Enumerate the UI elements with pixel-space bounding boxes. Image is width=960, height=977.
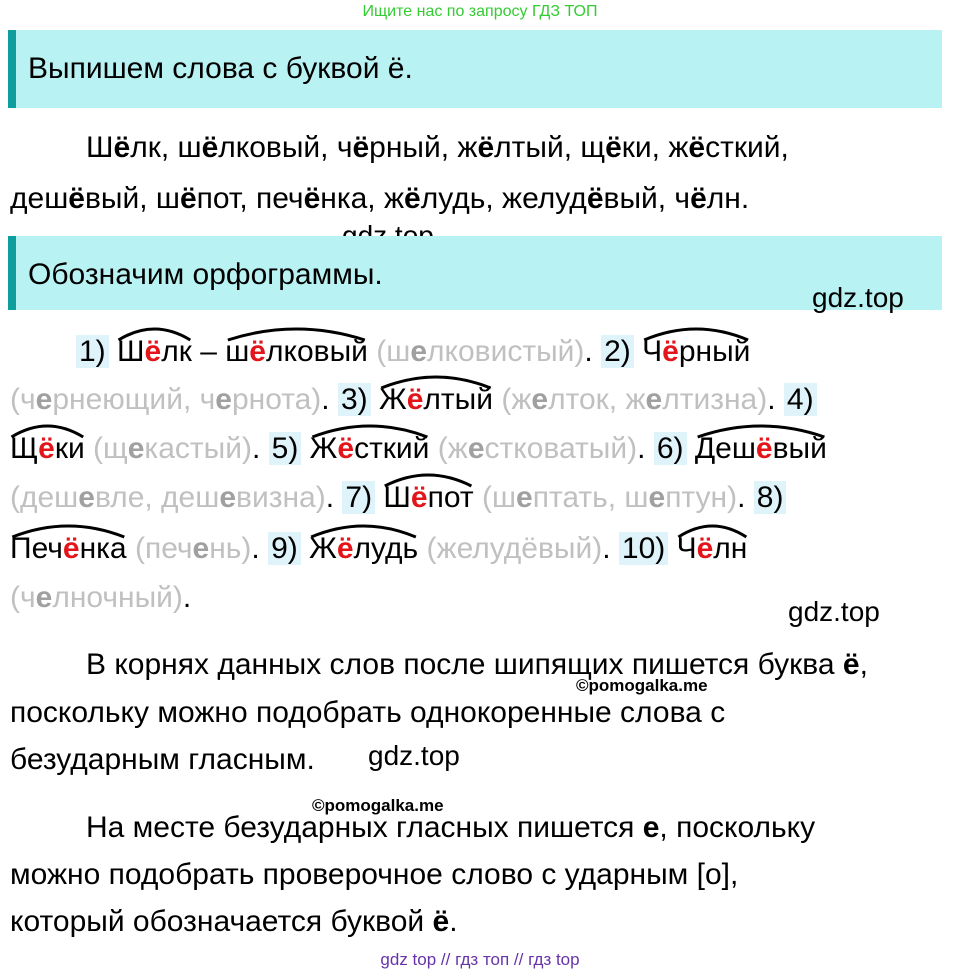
text: рнеющий, ч — [52, 383, 216, 416]
text: который обозначается буквой — [10, 905, 433, 938]
dot: . — [321, 383, 330, 416]
text: лк — [161, 335, 192, 368]
root-arc-word — [10, 429, 85, 469]
yo-letter: ё — [113, 131, 131, 164]
dot: . — [325, 481, 335, 514]
check-word — [93, 432, 252, 465]
root-arc-word — [117, 332, 192, 372]
stressed-yo: ё — [755, 432, 773, 465]
text: ки — [54, 432, 85, 465]
root-arc-word — [642, 332, 750, 372]
watermark-pomogalka: ©pomogalka.me — [576, 676, 708, 695]
yo-letter: ё — [605, 131, 622, 164]
dot: . — [251, 432, 261, 465]
text: лтый — [423, 383, 493, 416]
unstressed-e: е — [648, 481, 666, 514]
text: вле, деш — [94, 481, 220, 514]
item-number: 6) — [654, 432, 687, 465]
text: пот — [427, 481, 474, 514]
check-word — [376, 335, 584, 368]
yo-letter: ё — [404, 182, 421, 215]
yo-letter: ё — [179, 182, 197, 215]
text: (ш — [481, 481, 517, 514]
text: пот, печ — [196, 182, 304, 215]
text: (щ — [93, 432, 128, 465]
check-word: (желудёвый) — [426, 532, 603, 565]
stressed-yo: ё — [410, 481, 428, 514]
stressed-yo: ё — [336, 532, 354, 565]
word-list-line-1 — [86, 128, 789, 168]
text: кастый) — [144, 432, 252, 465]
stressed-yo: ё — [38, 432, 55, 465]
root-arc-word — [695, 429, 827, 469]
para2-line-3 — [10, 902, 458, 942]
text: нка — [79, 532, 127, 565]
text: , поскольку — [659, 811, 816, 844]
watermark-pomogalka: ©pomogalka.me — [312, 796, 444, 815]
unstressed-e: е — [410, 335, 427, 368]
text: сткий — [354, 432, 430, 465]
text: (деш — [10, 481, 79, 514]
text: сткий, — [705, 131, 789, 164]
item-number: 10) — [619, 532, 668, 565]
section-title-1: Выпишем слова с буквой ё. — [28, 52, 413, 85]
unstressed-e: е — [645, 383, 663, 416]
text: нка, ж — [320, 182, 405, 215]
unstressed-e: е — [531, 383, 549, 416]
para2-line-1 — [86, 808, 815, 848]
yo-letter: ё — [477, 131, 495, 164]
text: лночный) — [52, 581, 183, 614]
root-arc-word — [677, 529, 748, 569]
para1-line-2: поскольку можно подобрать однокоренные слова с — [10, 696, 726, 729]
unstressed-e: е — [35, 581, 53, 614]
check-word — [10, 383, 321, 416]
yo-letter: ё — [201, 131, 219, 164]
text: рный — [678, 335, 751, 368]
text: Печ — [10, 532, 63, 565]
root-arc-word — [309, 529, 418, 569]
text: лковый — [265, 335, 368, 368]
text: На месте безударных гласных пишется — [86, 811, 643, 844]
text: птать, ш — [532, 481, 649, 514]
dot: . — [637, 432, 646, 465]
text: вый — [772, 432, 827, 465]
unstressed-e: е — [467, 432, 485, 465]
item-number: 1) — [76, 335, 109, 368]
unstressed-e: е — [127, 432, 145, 465]
text: Ж — [379, 383, 407, 416]
dot: . — [182, 581, 192, 614]
text: (ж — [501, 383, 532, 416]
orph-line-2 — [10, 380, 817, 420]
text: вый, ш — [84, 182, 180, 215]
para1-line-1 — [86, 645, 868, 685]
unstressed-e: е — [192, 532, 210, 565]
root-arc-word — [10, 529, 127, 569]
item-number: 8) — [754, 481, 787, 514]
text: . — [449, 905, 458, 938]
text: (ч — [10, 383, 36, 416]
text: ш — [225, 335, 250, 368]
section-header-2 — [8, 236, 942, 310]
orph-line-5 — [10, 529, 747, 569]
text: Деш — [694, 432, 756, 465]
section-title-2: Обозначим орфограммы. — [28, 258, 383, 291]
yo-letter: ё — [352, 131, 370, 164]
text: лк, ш — [130, 131, 202, 164]
orph-line-4 — [10, 478, 786, 518]
text: лн. — [706, 182, 750, 215]
yo-letter: ё — [690, 182, 707, 215]
text: Щ — [10, 432, 39, 465]
check-word — [135, 532, 251, 565]
text: лудь, желуд — [420, 182, 587, 215]
text: (ч — [10, 581, 36, 614]
check-word — [10, 481, 326, 514]
item-number: 3) — [338, 383, 371, 416]
stressed-yo: ё — [662, 335, 679, 368]
text: визна) — [236, 481, 326, 514]
yo-letter: ё — [303, 182, 321, 215]
text: Ж — [309, 432, 338, 465]
text: вый, ч — [603, 182, 691, 215]
check-word — [438, 432, 637, 465]
text: лудь — [353, 532, 419, 565]
root-arc-word — [379, 380, 493, 420]
text: (ж — [437, 432, 468, 465]
unstressed-e: е — [78, 481, 95, 514]
text: рнота) — [231, 383, 322, 416]
dot: . — [584, 335, 593, 368]
unstressed-e: е — [35, 383, 53, 416]
text: лковый, ч — [218, 131, 353, 164]
stressed-yo: ё — [696, 532, 714, 565]
text: , — [859, 648, 868, 681]
text: лтый, щ — [494, 131, 606, 164]
root-arc-word — [383, 478, 473, 518]
root-arc-word — [225, 332, 368, 372]
text: (ш — [376, 335, 411, 368]
text: Ш — [86, 131, 114, 164]
yo-letter: ё — [432, 905, 450, 938]
stressed-yo: ё — [144, 335, 162, 368]
text: деш — [10, 182, 69, 215]
orph-line-1 — [76, 332, 750, 372]
text: птун) — [665, 481, 738, 514]
section-header-1 — [8, 30, 942, 108]
text: (печ — [134, 532, 193, 565]
item-number: 9) — [268, 532, 301, 565]
yo-letter: ё — [586, 182, 604, 215]
stressed-yo: ё — [337, 432, 355, 465]
unstressed-e: е — [516, 481, 533, 514]
stressed-yo: ё — [249, 335, 266, 368]
word-list-line-2 — [10, 179, 749, 219]
unstressed-e: е — [219, 481, 236, 514]
footer-links[interactable]: gdz top // гдз топ // гдз top — [380, 950, 580, 969]
para2-line-2: можно подобрать проверочное слово с ударным [о], — [10, 858, 739, 891]
yo-letter: ё — [842, 648, 860, 681]
text: ки, ж — [621, 131, 689, 164]
yo-letter: ё — [68, 182, 85, 215]
text: В корнях данных слов после шипящих пишется буква — [86, 648, 843, 681]
check-word — [10, 581, 183, 614]
unstressed-e: е — [215, 383, 232, 416]
watermark: gdz.top — [788, 596, 880, 627]
text: стковатый) — [484, 432, 638, 465]
item-number: 2) — [601, 335, 634, 368]
orph-line-3 — [10, 429, 827, 469]
dot: . — [767, 383, 776, 416]
text: лковистый) — [427, 335, 585, 368]
dot: . — [737, 481, 746, 514]
top-note[interactable]: Ищите нас по запросу ГДЗ ТОП — [362, 3, 598, 20]
text: лток, ж — [548, 383, 646, 416]
text: рный, ж — [369, 131, 478, 164]
root-arc-word — [310, 429, 430, 469]
orph-line-6 — [10, 578, 191, 618]
yo-letter: ё — [688, 131, 706, 164]
text: Ш — [117, 335, 145, 368]
text: Ч — [676, 532, 697, 565]
check-word — [482, 481, 737, 514]
text: лн — [713, 532, 748, 565]
check-word — [501, 383, 767, 416]
stressed-yo: ё — [62, 532, 80, 565]
e-letter: е — [642, 811, 660, 844]
text: Ш — [383, 481, 411, 514]
text: Ч — [642, 335, 663, 368]
watermark: gdz.top — [368, 740, 460, 771]
item-number: 7) — [342, 481, 375, 514]
item-number: 4) — [784, 383, 817, 416]
para1-line-3: безударным гласным. — [10, 743, 315, 776]
stressed-yo: ё — [406, 383, 424, 416]
text: нь) — [209, 532, 252, 565]
item-number: 5) — [269, 432, 302, 465]
dash: – — [191, 335, 226, 368]
watermark: gdz.top — [812, 282, 904, 313]
text: лтизна) — [662, 383, 768, 416]
dot: . — [602, 532, 611, 565]
text: Ж — [309, 532, 337, 565]
dot: . — [251, 532, 260, 565]
